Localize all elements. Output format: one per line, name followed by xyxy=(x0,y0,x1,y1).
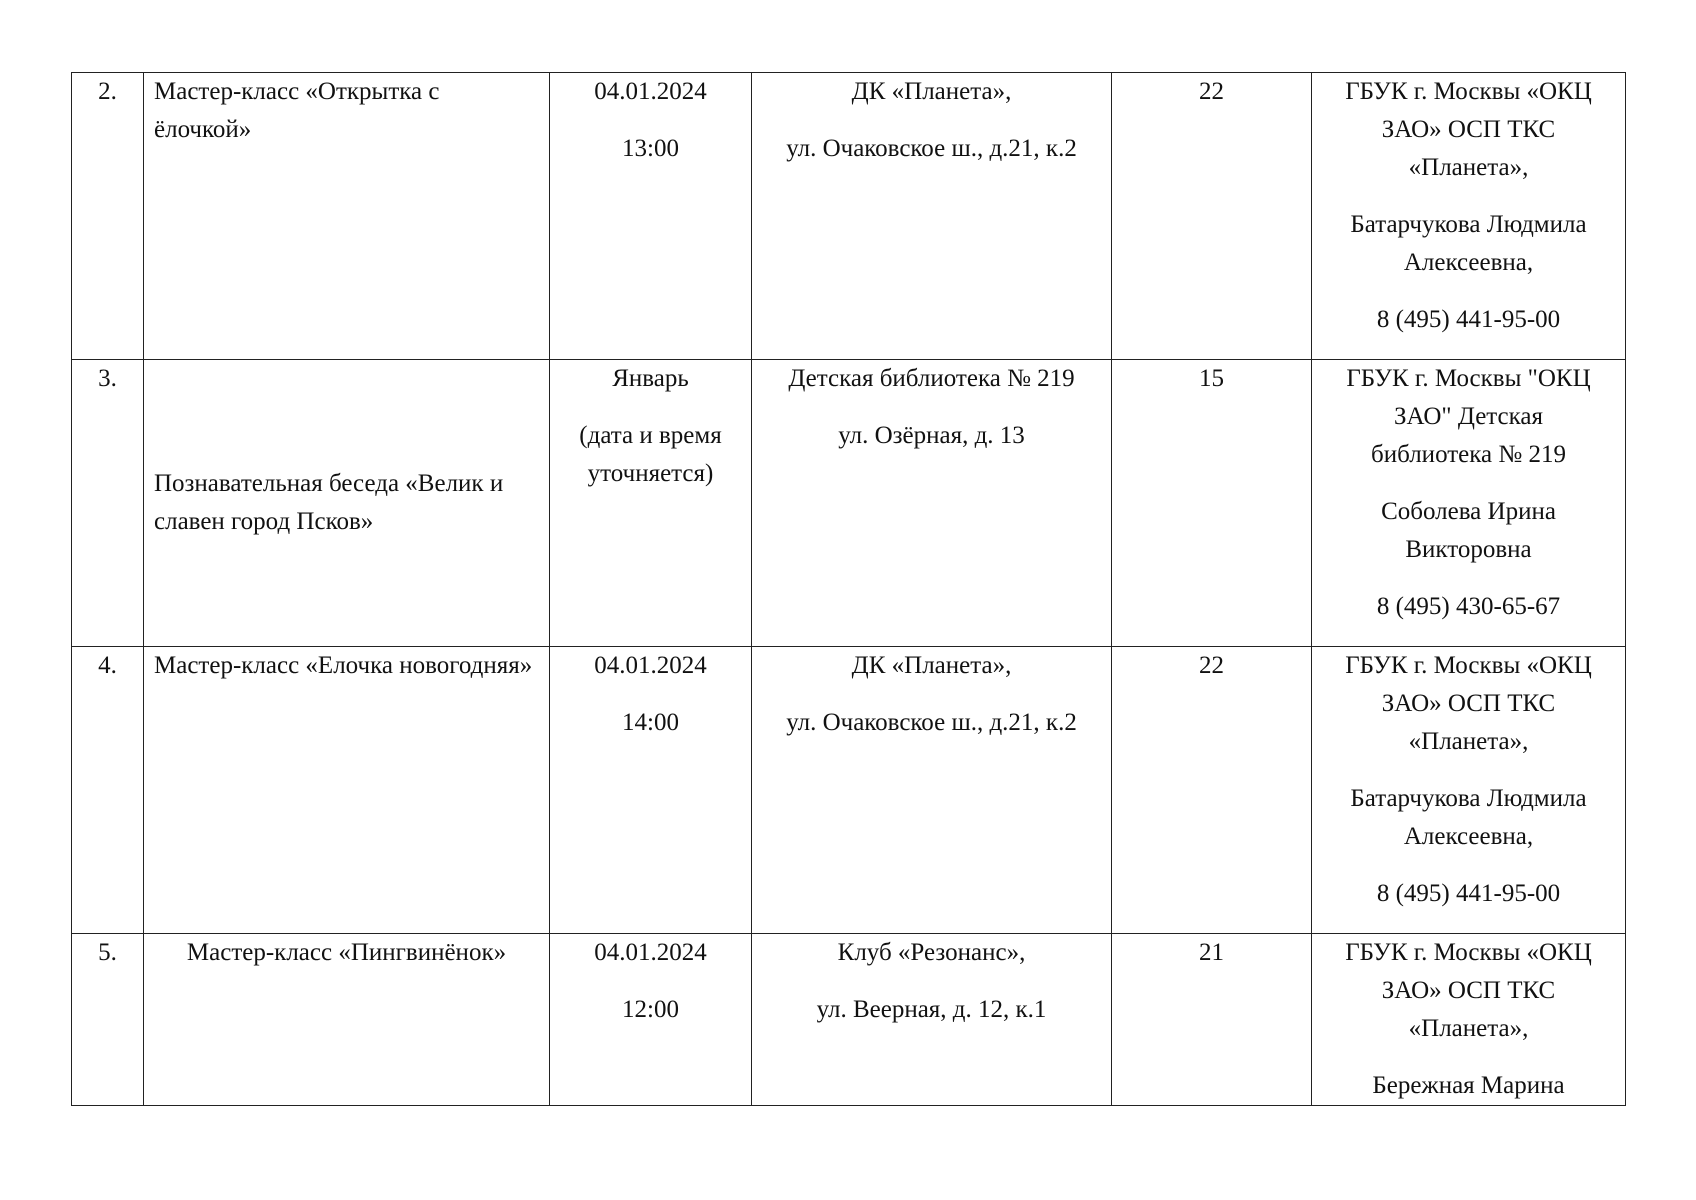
participants-count: 22 xyxy=(1112,647,1312,934)
organizer-line-3: «Планета», xyxy=(1408,728,1529,755)
event-datetime xyxy=(550,360,752,647)
event-venue: ДК «Планета», xyxy=(851,652,1012,679)
contact-name-1: Бережная Марина xyxy=(1372,1072,1565,1099)
event-address: ул. Озёрная, д. 13 xyxy=(838,422,1025,449)
organizer-line-1: ГБУК г. Москвы «ОКЦ xyxy=(1345,939,1592,966)
event-address: ул. Веерная, д. 12, к.1 xyxy=(816,996,1047,1023)
table-row xyxy=(72,360,1626,647)
organizer-line-1: ГБУК г. Москвы «ОКЦ xyxy=(1345,652,1592,679)
organizer-line-2: ЗАО» ОСП ТКС xyxy=(1381,977,1556,1004)
organizer xyxy=(1312,360,1626,647)
table-row xyxy=(72,934,1626,1106)
row-number: 4. xyxy=(72,647,144,934)
organizer xyxy=(1312,934,1626,1106)
participants-count: 21 xyxy=(1112,934,1312,1106)
organizer-line-1: ГБУК г. Москвы «ОКЦ xyxy=(1345,78,1592,105)
organizer xyxy=(1312,647,1626,934)
contact-phone: 8 (495) 441-95-00 xyxy=(1376,880,1561,907)
event-place xyxy=(752,360,1112,647)
event-place xyxy=(752,934,1112,1106)
event-title: Мастер-класс «Открытка с ёлочкой» xyxy=(144,73,550,360)
table-row xyxy=(72,647,1626,934)
table-row xyxy=(72,73,1626,360)
event-place xyxy=(752,647,1112,934)
event-time: 13:00 xyxy=(622,135,679,162)
event-date: 04.01.2024 xyxy=(594,939,707,966)
event-place xyxy=(752,73,1112,360)
organizer-line-2: ЗАО» ОСП ТКС xyxy=(1381,690,1556,717)
event-title: Мастер-класс «Пингвинёнок» xyxy=(144,934,550,1106)
contact-name-2: Алексеевна, xyxy=(1403,823,1534,850)
event-title: Мастер-класс «Елочка новогодняя» xyxy=(144,647,550,934)
event-datetime xyxy=(550,647,752,934)
event-datetime xyxy=(550,934,752,1106)
contact-name-1: Соболева Ирина xyxy=(1381,498,1556,525)
event-venue: Клуб «Резонанс», xyxy=(837,939,1026,966)
event-time: 14:00 xyxy=(622,709,679,736)
contact-name-2: Алексеевна, xyxy=(1403,249,1534,276)
participants-count: 15 xyxy=(1112,360,1312,647)
organizer-line-3: библиотека № 219 xyxy=(1371,441,1566,468)
row-number: 5. xyxy=(72,934,144,1106)
contact-phone: 8 (495) 430-65-67 xyxy=(1376,593,1561,620)
event-address: ул. Очаковское ш., д.21, к.2 xyxy=(786,135,1077,162)
event-title: Познавательная беседа «Велик и славен город Псков» xyxy=(144,360,550,647)
contact-name-1: Батарчукова Людмила xyxy=(1350,785,1587,812)
event-date: 04.01.2024 xyxy=(594,78,707,105)
event-address: ул. Очаковское ш., д.21, к.2 xyxy=(786,709,1077,736)
participants-count: 22 xyxy=(1112,73,1312,360)
row-number: 2. xyxy=(72,73,144,360)
event-date: Январь xyxy=(612,365,689,392)
contact-phone: 8 (495) 441-95-00 xyxy=(1376,306,1561,333)
event-time-note: (дата и время уточняется) xyxy=(579,422,722,487)
row-number: 3. xyxy=(72,360,144,647)
organizer-line-1: ГБУК г. Москвы "ОКЦ xyxy=(1346,365,1591,392)
event-datetime xyxy=(550,73,752,360)
event-time: 12:00 xyxy=(622,996,679,1023)
event-venue: ДК «Планета», xyxy=(851,78,1012,105)
contact-name-2: Викторовна xyxy=(1405,536,1532,563)
organizer-line-3: «Планета», xyxy=(1408,154,1529,181)
event-date: 04.01.2024 xyxy=(594,652,707,679)
organizer-line-2: ЗАО» ОСП ТКС xyxy=(1381,116,1556,143)
events-table xyxy=(71,72,1626,1106)
contact-name-1: Батарчукова Людмила xyxy=(1350,211,1587,238)
organizer-line-3: «Планета», xyxy=(1408,1015,1529,1042)
event-venue: Детская библиотека № 219 xyxy=(788,365,1075,392)
organizer-line-2: ЗАО" Детская xyxy=(1394,403,1543,430)
organizer xyxy=(1312,73,1626,360)
